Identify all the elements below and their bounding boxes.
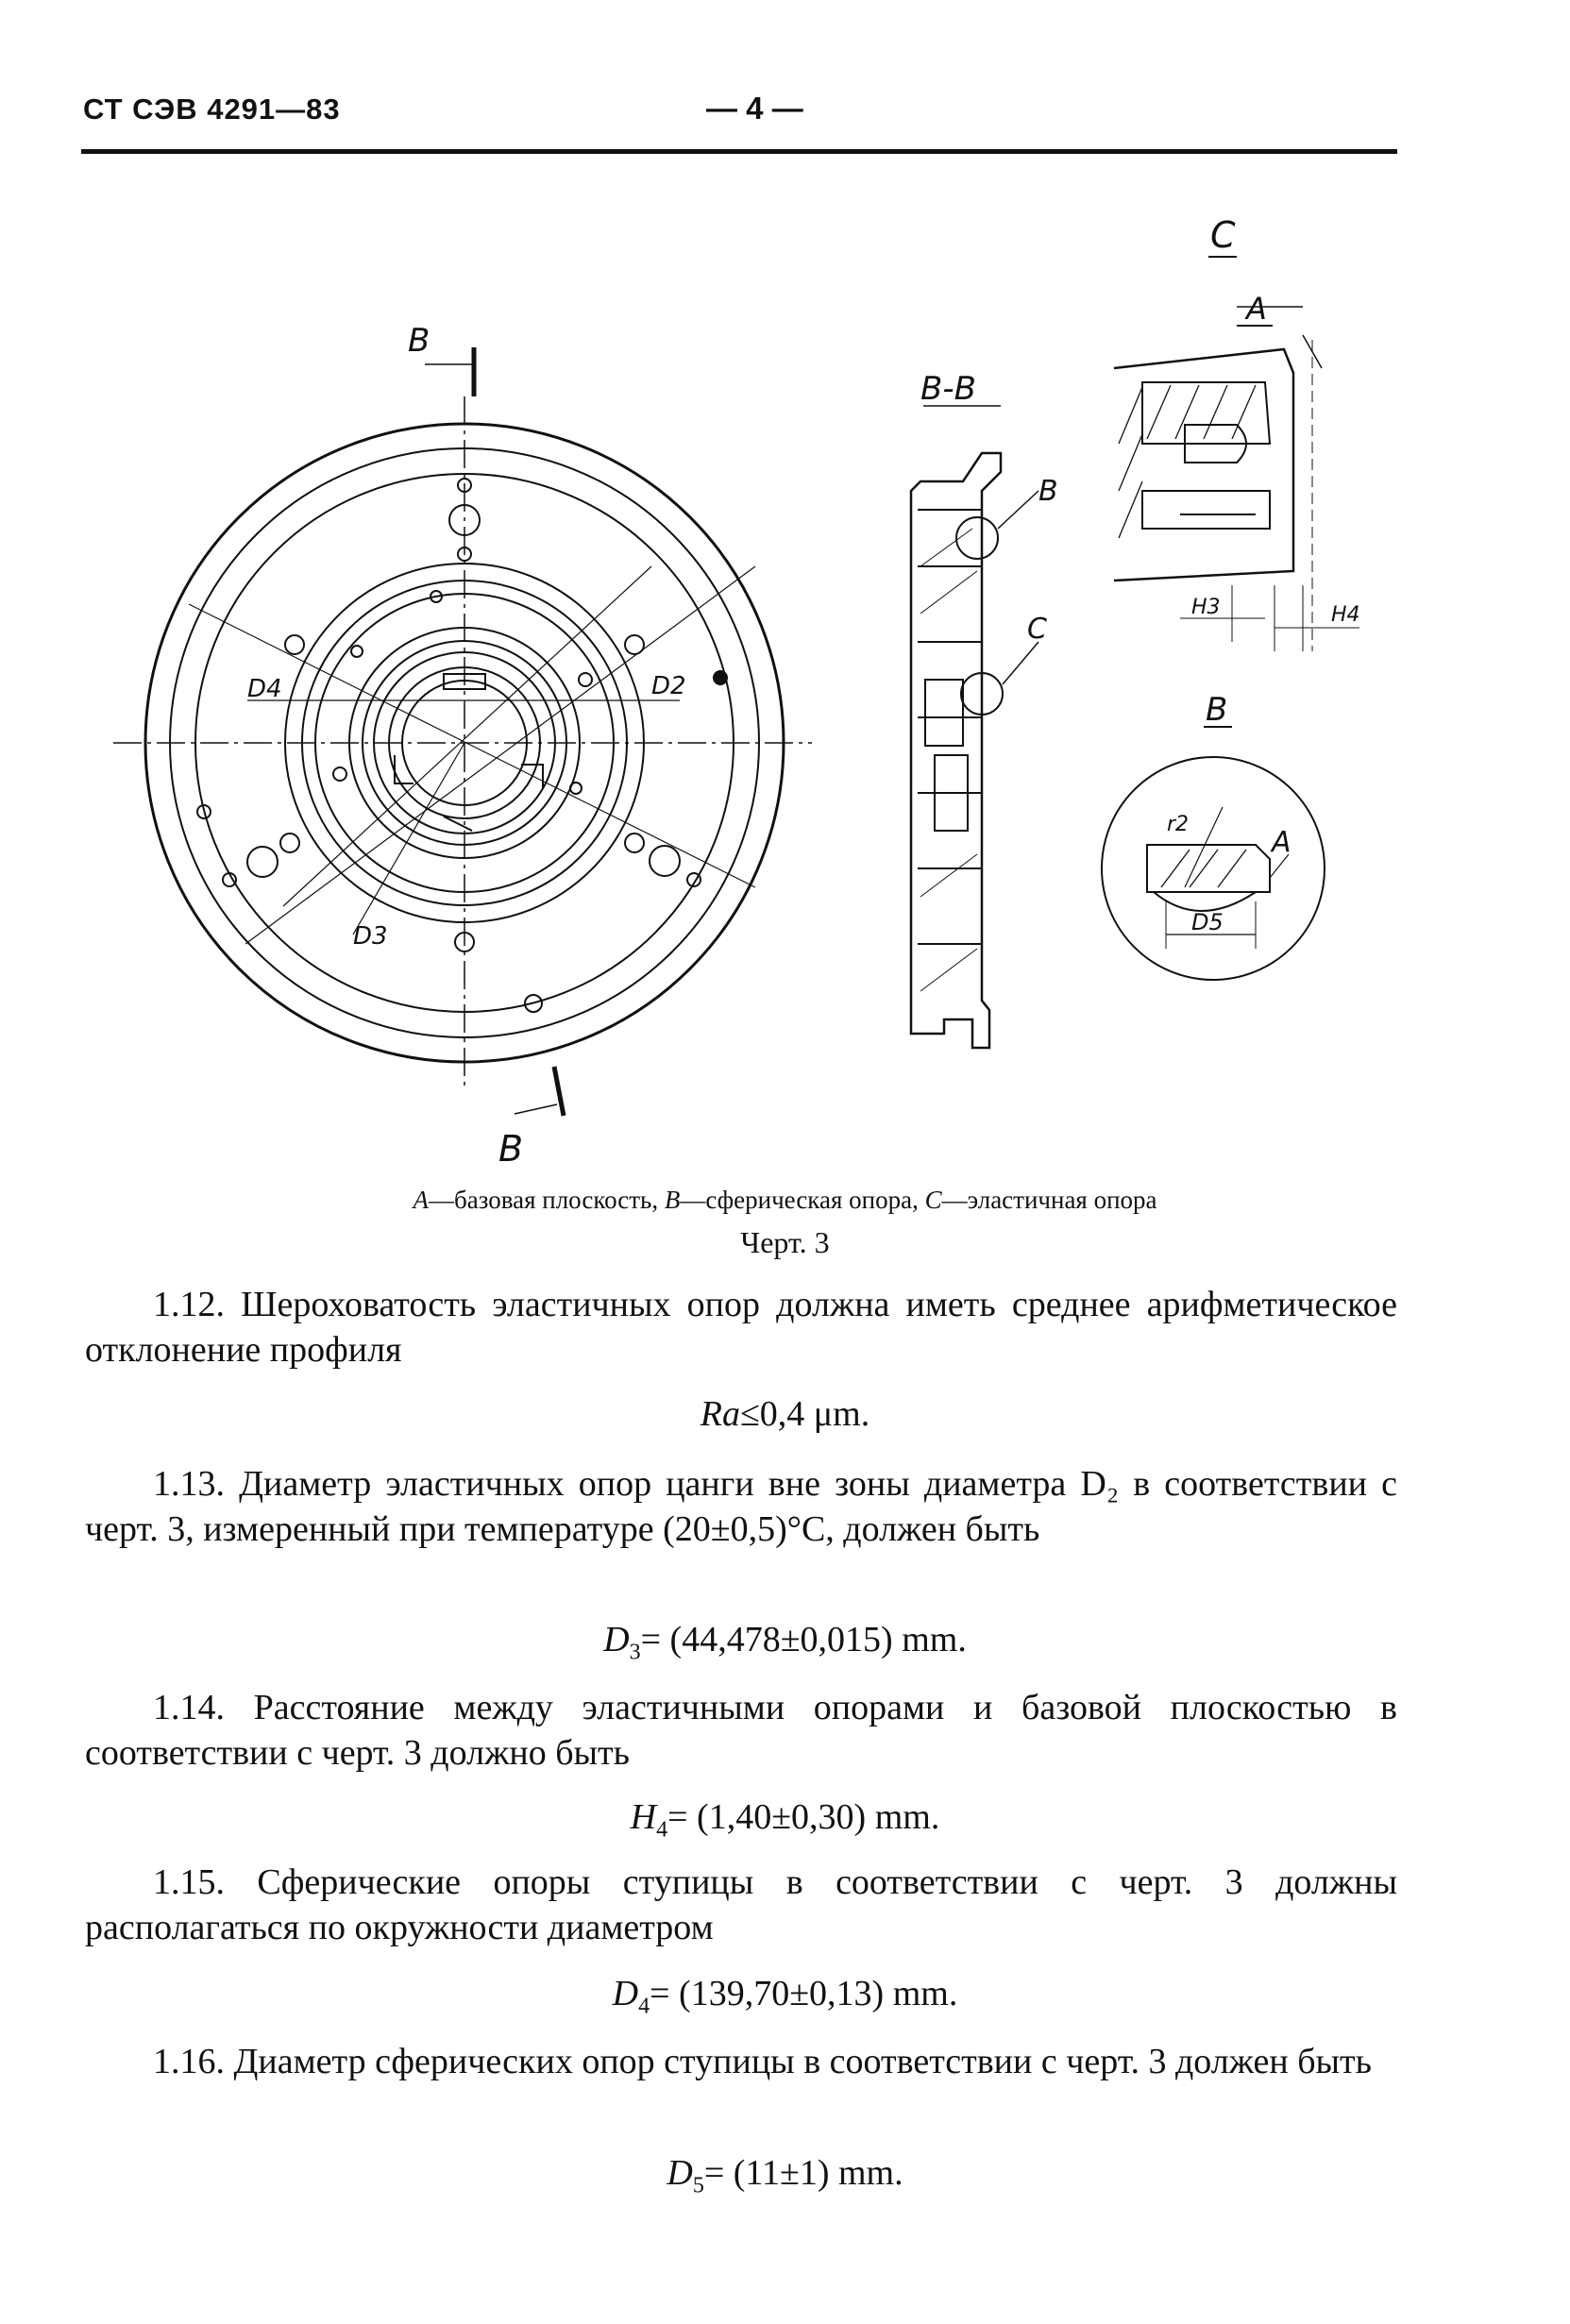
formula-d5: $D_5= (11\pm 1)$ mm.	[667, 2153, 903, 2198]
detail-c-view	[1114, 257, 1359, 651]
paragraph-1-14: 1.14. Расстояние между эластичными опорами и базовой плоскостью в соответствии с черт. 3 должно быть	[85, 1688, 1397, 1773]
formula-h4: $H_4= (1,40\pm 0,30)$ mm.	[630, 1797, 940, 1843]
label-d3: D3	[353, 922, 388, 951]
caption-c-text: —эластичная опора	[941, 1186, 1157, 1214]
paragraph-1-13: 1.13. Диаметр эластичных опор цанги вне зоны диаметра D₂ в соответствии с черт. 3, измеренный при температуре (20±0,5)°С, должен быть	[85, 1464, 1397, 1549]
paragraph-1-15: 1.15. Сферические опоры ступицы в соответствии с черт. 3 должны располагаться по окружности диаметром	[85, 1862, 1397, 1947]
callout-b: В	[1038, 475, 1058, 508]
label-b-bottom: В	[498, 1128, 524, 1170]
detail-b-view	[1102, 727, 1325, 980]
label-a-top: А	[1246, 291, 1267, 327]
label-h3: H3	[1191, 596, 1221, 619]
paragraph-1-12: 1.12. Шероховатость эластичных опор должна иметь среднее арифметическое отклонение профиля	[85, 1285, 1397, 1370]
page-number: — 4 —	[706, 91, 803, 126]
detail-b-label: В	[1206, 691, 1228, 729]
label-h4: H4	[1331, 603, 1360, 627]
label-d2: D2	[651, 672, 686, 700]
caption-a-letter: А	[413, 1186, 429, 1214]
front-view	[113, 347, 812, 1116]
label-d5: D5	[1191, 909, 1224, 935]
caption-b-text: —сферическая опора,	[680, 1186, 925, 1214]
figure-label: Черт. 3	[740, 1225, 830, 1259]
paragraph-1-16: 1.16. Диаметр сферических опор ступицы в соответствии с черт. 3 должен быть	[153, 2042, 1372, 2081]
section-view	[911, 406, 1038, 1048]
standard-code: СТ СЭВ 4291—83	[83, 93, 341, 126]
label-d4: D4	[247, 675, 282, 703]
label-b-top: В	[408, 322, 430, 360]
label-a-detail: А	[1272, 826, 1291, 859]
figure-caption	[0, 1186, 1570, 1215]
formula-d4: $D_4= (139,70\pm 0,13)$ mm.	[612, 1974, 958, 2019]
caption-c-letter: С	[924, 1186, 942, 1214]
detail-c-label: С	[1210, 214, 1236, 256]
formula-d3: $D_3= (44,478\pm 0,015)$ mm.	[603, 1620, 967, 1665]
label-r2: r2	[1167, 813, 1190, 836]
caption-b-letter: В	[664, 1186, 681, 1214]
section-label: В-В	[920, 370, 976, 408]
callout-c: С	[1027, 613, 1047, 646]
caption-a-text: —базовая плоскость,	[428, 1186, 665, 1214]
formula-ra: Ra≤0,4 μm.	[700, 1394, 870, 1434]
